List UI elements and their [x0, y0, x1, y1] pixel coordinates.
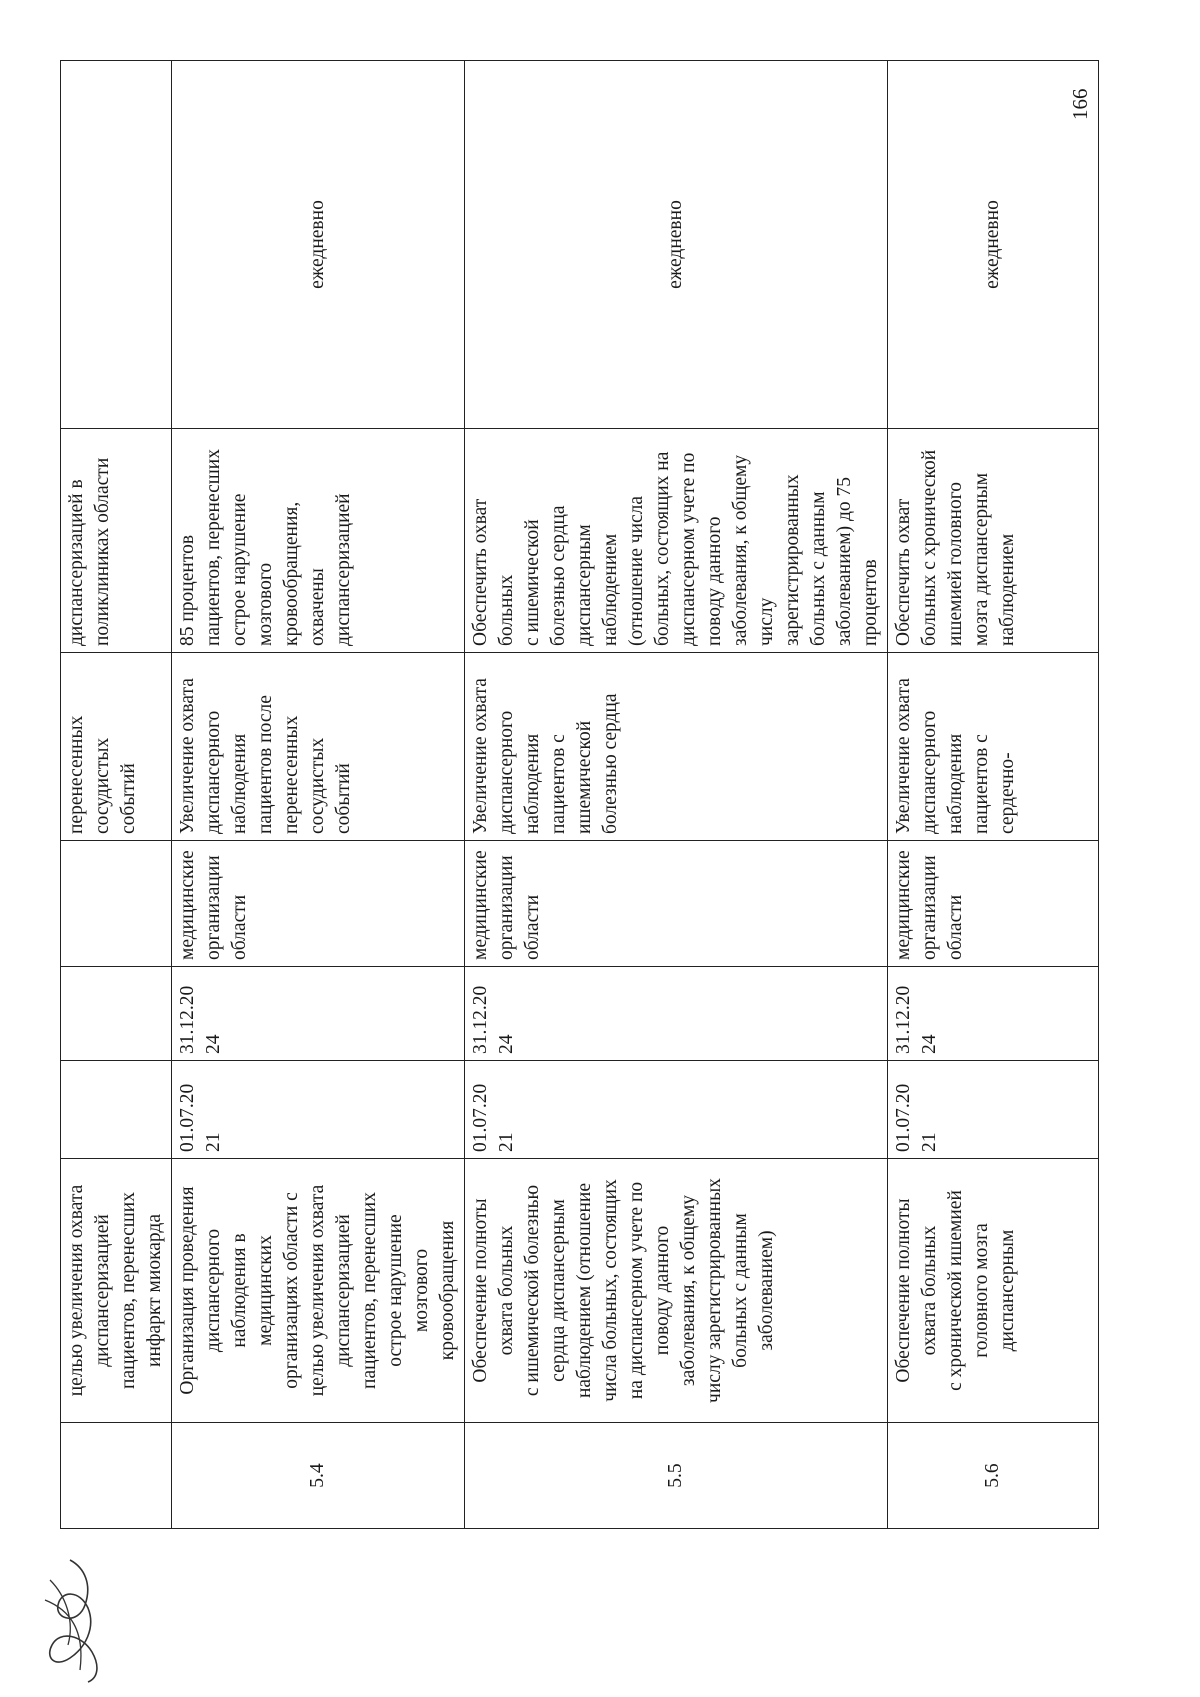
page-number-text: 166 — [1068, 88, 1092, 120]
cell-line: Обеспечение полноты — [470, 1198, 491, 1383]
cell-line: организации — [919, 855, 940, 960]
cell-line: наблюдения в — [229, 1233, 250, 1348]
indicator-cell — [172, 429, 465, 653]
cell-line: на диспансерном учете по — [626, 1181, 647, 1400]
cell-line: пациентов, перенесших — [118, 1192, 139, 1389]
cell-line: с хронической ишемией — [945, 1190, 966, 1391]
cell-line: мозгового — [255, 562, 276, 646]
cell-line: заболевания, к общему — [678, 1194, 699, 1387]
indicator-cell — [465, 429, 888, 653]
cell-line: организации — [203, 855, 224, 960]
cell-line: событий — [333, 763, 354, 834]
cell-line: наблюдением — [600, 533, 621, 646]
cell-line: 21 — [919, 1132, 940, 1152]
cell-line: охвата больных — [496, 1225, 517, 1356]
cell-line: 24 — [919, 1034, 940, 1054]
executor-cell — [465, 841, 888, 967]
result-cell — [172, 653, 465, 841]
cell-line: поликлиниках области — [92, 457, 113, 646]
cell-line: мозга диспансерным — [971, 472, 992, 646]
frequency-cell: ежедневно — [172, 61, 465, 429]
frequency-cell: ежедневно — [888, 61, 1099, 429]
cell-line: диспансеризацией — [92, 1214, 113, 1367]
row-number: 5.4 — [172, 1423, 465, 1529]
result-cell — [888, 653, 1099, 841]
cell-line: инфаркт миокарда — [144, 1214, 165, 1367]
cell-line: Увеличение охвата — [177, 678, 198, 834]
cell-line: Увеличение охвата — [893, 678, 914, 834]
cell-line: диспансерного — [203, 710, 224, 834]
cell-line: области — [945, 894, 966, 960]
cell-line: диспансерного — [496, 710, 517, 834]
cell-line: организациях области с — [281, 1192, 302, 1389]
cell-line: медицинских — [255, 1235, 276, 1346]
cell-line: медицинские — [893, 850, 914, 960]
cell-line: 24 — [203, 1034, 224, 1054]
page-number — [1068, 70, 1098, 130]
cell-line: медицинские — [177, 850, 198, 960]
cell-line: пациентов, перенесших — [203, 449, 224, 646]
executor-cell — [888, 841, 1099, 967]
result-cell — [61, 653, 172, 841]
cell-line: больных, состоящих на — [652, 451, 673, 646]
cell-line: наблюдения — [945, 733, 966, 834]
cell-line: 85 процентов — [177, 534, 198, 646]
cell-line: целью увеличения охвата — [307, 1184, 328, 1397]
cell-line: сердечно- — [997, 752, 1018, 834]
row-number — [61, 1423, 172, 1529]
frequency-cell — [61, 61, 172, 429]
cell-line: 31.12.20 — [177, 985, 198, 1054]
table-row — [61, 61, 172, 1529]
cell-line: заболеванием) — [756, 1230, 777, 1351]
cell-line: медицинские — [470, 850, 491, 960]
cell-line: 21 — [496, 1132, 517, 1152]
cell-line: диспансеризацией — [333, 1214, 354, 1367]
cell-line: целью увеличения охвата — [66, 1184, 87, 1397]
cell-line: ишемией головного — [945, 482, 966, 646]
cell-line: Организация проведения — [177, 1186, 198, 1395]
cell-line: числу — [756, 597, 777, 646]
cell-line: наблюдения — [522, 733, 543, 834]
cell-line: болезнью сердца — [548, 505, 569, 646]
cell-line: головного мозга — [971, 1223, 992, 1358]
cell-line: острое нарушение — [385, 1214, 406, 1367]
cell-line: пациентов с — [971, 734, 992, 834]
cell-line: кровообращения — [437, 1220, 458, 1361]
cell-line: пациентов после — [255, 695, 276, 834]
cell-line: пациентов, перенесших — [359, 1192, 380, 1389]
end-date-cell — [172, 967, 465, 1061]
end-date-cell — [888, 967, 1099, 1061]
cell-line: поводу данного — [704, 516, 725, 646]
cell-line: зарегистрированных — [782, 474, 803, 646]
cell-line: ишемической — [574, 720, 595, 834]
cell-line: диспансеризацией — [333, 493, 354, 646]
cell-line: процентов — [860, 559, 881, 646]
cell-line: перенесенных — [66, 715, 87, 834]
cell-line: Обеспечить охват — [470, 498, 491, 646]
cell-line: диспансерного — [919, 710, 940, 834]
cell-line: с ишемической — [522, 519, 543, 646]
cell-line: диспансеризацией в — [66, 479, 87, 646]
table-row — [465, 61, 888, 1529]
start-date-cell — [61, 1061, 172, 1159]
cell-line: охвачены — [307, 568, 328, 646]
end-date-cell — [465, 967, 888, 1061]
cell-line: Увеличение охвата — [470, 678, 491, 834]
cell-line: 21 — [203, 1132, 224, 1152]
start-date-cell — [172, 1061, 465, 1159]
cell-line: пациентов с — [548, 734, 569, 834]
cell-line: с ишемической болезнью — [522, 1184, 543, 1397]
cell-line: кровообращения, — [281, 501, 302, 646]
event-cell — [61, 1159, 172, 1423]
cell-line: сосудистых — [92, 737, 113, 834]
executor-cell — [61, 841, 172, 967]
cell-line: 31.12.20 — [470, 985, 491, 1054]
cell-line: наблюдением (отношение — [574, 1182, 595, 1399]
cell-line: заболевания, к общему — [730, 454, 751, 646]
cell-line: области — [522, 894, 543, 960]
event-cell — [888, 1159, 1099, 1423]
cell-line: числа больных, состоящих — [600, 1179, 621, 1402]
start-date-cell — [888, 1061, 1099, 1159]
frequency-cell: ежедневно — [465, 61, 888, 429]
cell-line: поводу данного — [652, 1225, 673, 1356]
cell-line: Обеспечить охват — [893, 498, 914, 646]
cell-line: области — [229, 894, 250, 960]
event-cell — [172, 1159, 465, 1423]
measures-table — [60, 60, 1099, 1529]
cell-line: организации — [496, 855, 517, 960]
cell-line: диспансерным — [574, 524, 595, 646]
indicator-cell — [61, 429, 172, 653]
cell-line: (отношение числа — [626, 495, 647, 646]
cell-line: сердца диспансерным — [548, 1199, 569, 1382]
cell-line: диспансерного — [203, 1228, 224, 1353]
cell-line: событий — [118, 763, 139, 834]
cell-line: Обеспечение полноты — [893, 1198, 914, 1383]
cell-line: острое нарушение — [229, 493, 250, 646]
result-cell — [465, 653, 888, 841]
cell-line: мозгового — [411, 1248, 432, 1333]
cell-line: 01.07.20 — [470, 1083, 491, 1152]
row-number: 5.6 — [888, 1423, 1099, 1529]
cell-line: наблюдением — [997, 533, 1018, 646]
cell-line: больных с данным — [730, 1213, 751, 1368]
rotated-table-page — [60, 61, 1075, 1529]
cell-line: перенесенных — [281, 715, 302, 834]
cell-line: диспансерным — [997, 1229, 1018, 1352]
cell-line: числу зарегистрированных — [704, 1178, 725, 1403]
executor-cell — [172, 841, 465, 967]
table-row — [888, 61, 1099, 1529]
row-number: 5.5 — [465, 1423, 888, 1529]
signature-mark — [30, 1550, 115, 1685]
cell-line: охвата больных — [919, 1225, 940, 1356]
cell-line: больных с данным — [808, 491, 829, 646]
cell-line: 01.07.20 — [177, 1083, 198, 1152]
cell-line: заболеванием) до 75 — [834, 476, 855, 646]
cell-line: болезнью сердца — [600, 693, 621, 834]
cell-line: больных с хронической — [919, 449, 940, 646]
table-row — [172, 61, 465, 1529]
cell-line: наблюдения — [229, 733, 250, 834]
start-date-cell — [465, 1061, 888, 1159]
event-cell — [465, 1159, 888, 1423]
cell-line: сосудистых — [307, 737, 328, 834]
indicator-cell — [888, 429, 1099, 653]
cell-line: диспансерном учете по — [678, 452, 699, 646]
cell-line: 24 — [496, 1034, 517, 1054]
end-date-cell — [61, 967, 172, 1061]
cell-line: больных — [496, 574, 517, 646]
cell-line: 01.07.20 — [893, 1083, 914, 1152]
cell-line: 31.12.20 — [893, 985, 914, 1054]
